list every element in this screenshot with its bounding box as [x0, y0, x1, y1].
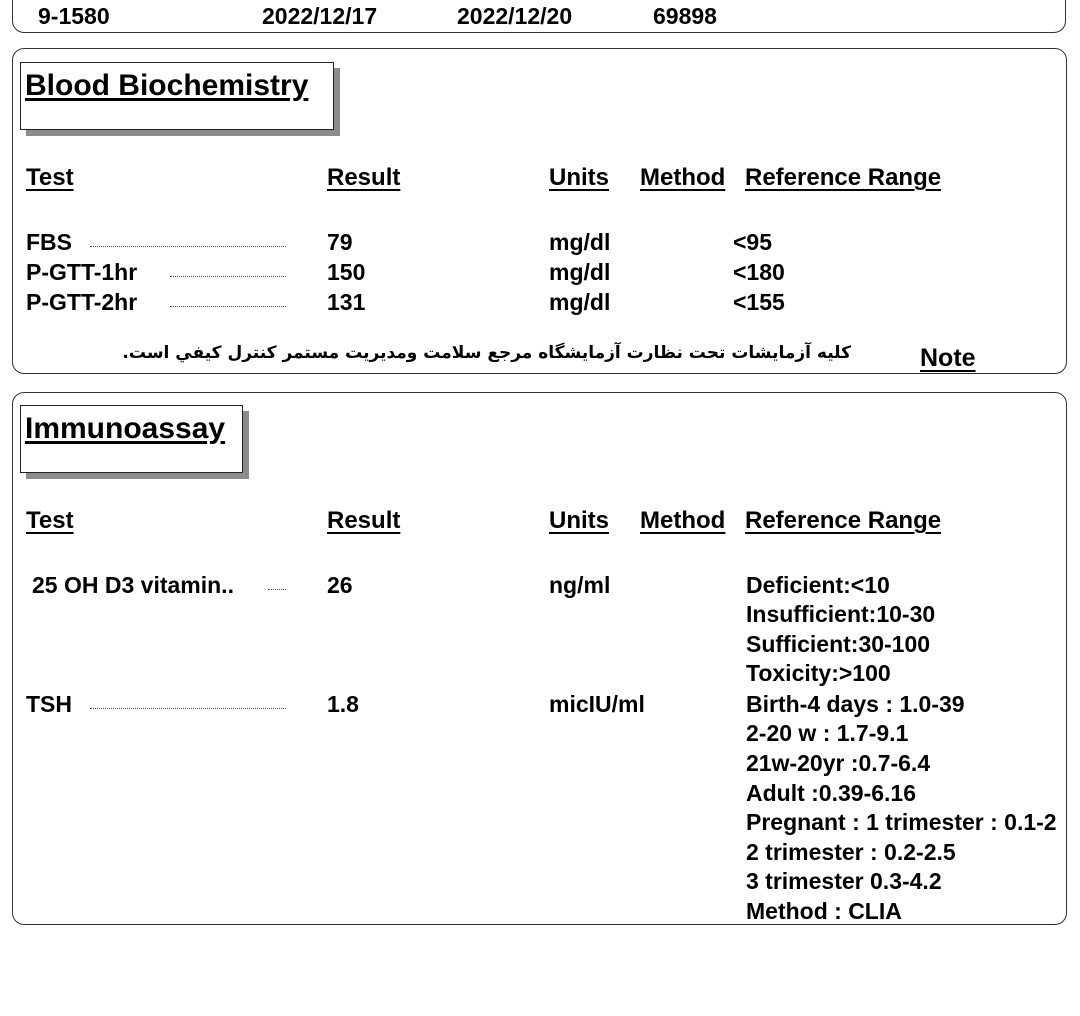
test-result: 1.8 — [327, 691, 359, 717]
note-label: Note — [920, 344, 976, 372]
dot-leader — [170, 306, 286, 307]
section-title: Immunoassay — [25, 412, 226, 445]
test-reference: <155 — [733, 289, 785, 315]
reference-line: Sufficient:30-100 — [746, 631, 931, 657]
reference-line: Birth-4 days : 1.0-39 — [746, 691, 965, 717]
dot-leader — [90, 246, 286, 247]
column-header-method: Method — [640, 164, 726, 191]
note-text: كليه آزمايشات تحت نظارت آزمايشگاه مرجع سلامت ومديريت مستمر كنترل كيفي است. — [122, 343, 851, 363]
test-result: 131 — [327, 289, 366, 315]
test-name: TSH — [26, 691, 72, 717]
reference-line: Deficient:<10 — [746, 572, 890, 598]
reference-line: 2-20 w : 1.7-9.1 — [746, 720, 909, 746]
test-units: mg/dl — [549, 259, 611, 285]
reference-line: Insufficient:10-30 — [746, 601, 936, 627]
dot-leader — [268, 589, 286, 590]
test-name: P-GTT-2hr — [26, 289, 138, 315]
reference-line: 2 trimester : 0.2-2.5 — [746, 839, 956, 865]
test-reference: <95 — [733, 229, 773, 255]
sample-date: 2022/12/17 — [262, 3, 378, 29]
test-units: mg/dl — [549, 229, 611, 255]
blood-biochemistry-title-box — [20, 62, 334, 130]
column-header-reference-range: Reference Range — [745, 507, 942, 534]
reference-line: Toxicity:>100 — [746, 660, 891, 686]
test-result: 26 — [327, 572, 353, 598]
column-header-test: Test — [26, 507, 74, 534]
test-name: P-GTT-1hr — [26, 259, 138, 285]
reception-number: 69898 — [653, 3, 717, 29]
reference-line: Method : CLIA — [746, 898, 902, 924]
test-name: 25 OH D3 vitamin.. — [32, 572, 234, 598]
test-name: FBS — [26, 229, 72, 255]
column-header-method: Method — [640, 507, 726, 534]
column-header-result: Result — [327, 507, 401, 534]
reference-line: 21w-20yr :0.7-6.4 — [746, 750, 931, 776]
column-header-reference-range: Reference Range — [745, 164, 942, 191]
patient-id: 9-1580 — [38, 3, 110, 29]
column-header-test: Test — [26, 164, 74, 191]
reference-line: Adult :0.39-6.16 — [746, 780, 916, 806]
reference-line: 3 trimester 0.3-4.2 — [746, 868, 942, 894]
test-reference: <180 — [733, 259, 785, 285]
reference-line: Pregnant : 1 trimester : 0.1-2 — [746, 809, 1057, 835]
test-result: 79 — [327, 229, 353, 255]
test-units: mg/dl — [549, 289, 611, 315]
dot-leader — [170, 276, 286, 277]
test-units: micIU/ml — [549, 691, 645, 717]
test-result: 150 — [327, 259, 366, 285]
test-units: ng/ml — [549, 572, 611, 598]
dot-leader — [90, 708, 286, 709]
column-header-units: Units — [549, 164, 609, 191]
column-header-result: Result — [327, 164, 401, 191]
immunoassay-title-box — [20, 405, 243, 473]
section-title: Blood Biochemistry — [25, 69, 309, 102]
column-header-units: Units — [549, 507, 609, 534]
report-date: 2022/12/20 — [457, 3, 573, 29]
